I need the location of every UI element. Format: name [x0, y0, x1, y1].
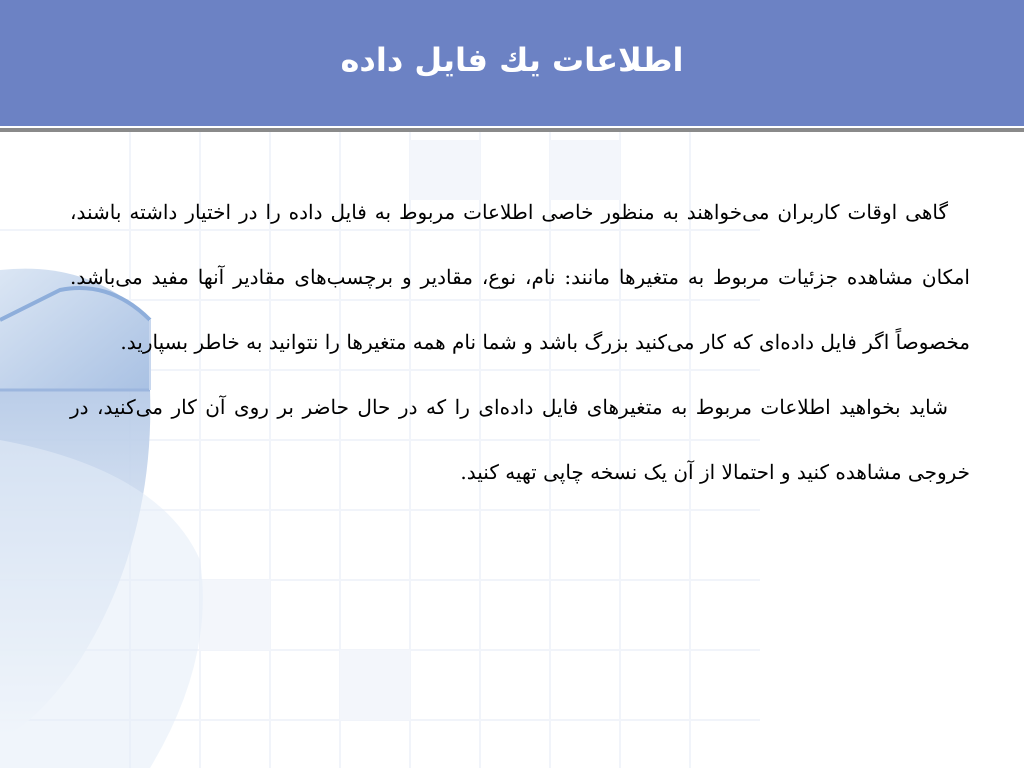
slide-title: اطلاعات يك فايل داده — [340, 41, 684, 79]
title-bar — [0, 0, 1024, 126]
title-divider — [0, 128, 1024, 132]
body-paragraph-2: شاید بخواهید اطلاعات مربوط به متغیرهای فایل داده‌ای را که در حال حاضر بر روی آن کار می‌کنید، در خروجی مشاهده کنید و احتمالا از آن یک نسخه چاپی تهیه کنید. — [70, 395, 970, 484]
body-paragraph-1: گاهی اوقات کاربران می‌خواهند به منظور خاصی اطلاعات مربوط به فایل داده را در اختیار داشته باشند، امکان مشاهده جزئیات مربوط به متغیرها مانند: نام، نوع، مقادیر و برچسب‌های مقادیر آنها مفید می‌باشد. مخصوصاً اگر فایل داده‌ای که کار می‌کنید بزرگ باشد و شما نام همه متغیرها را نتوانید به خاطر بسپارید. — [70, 200, 970, 354]
slide-body — [70, 180, 970, 505]
